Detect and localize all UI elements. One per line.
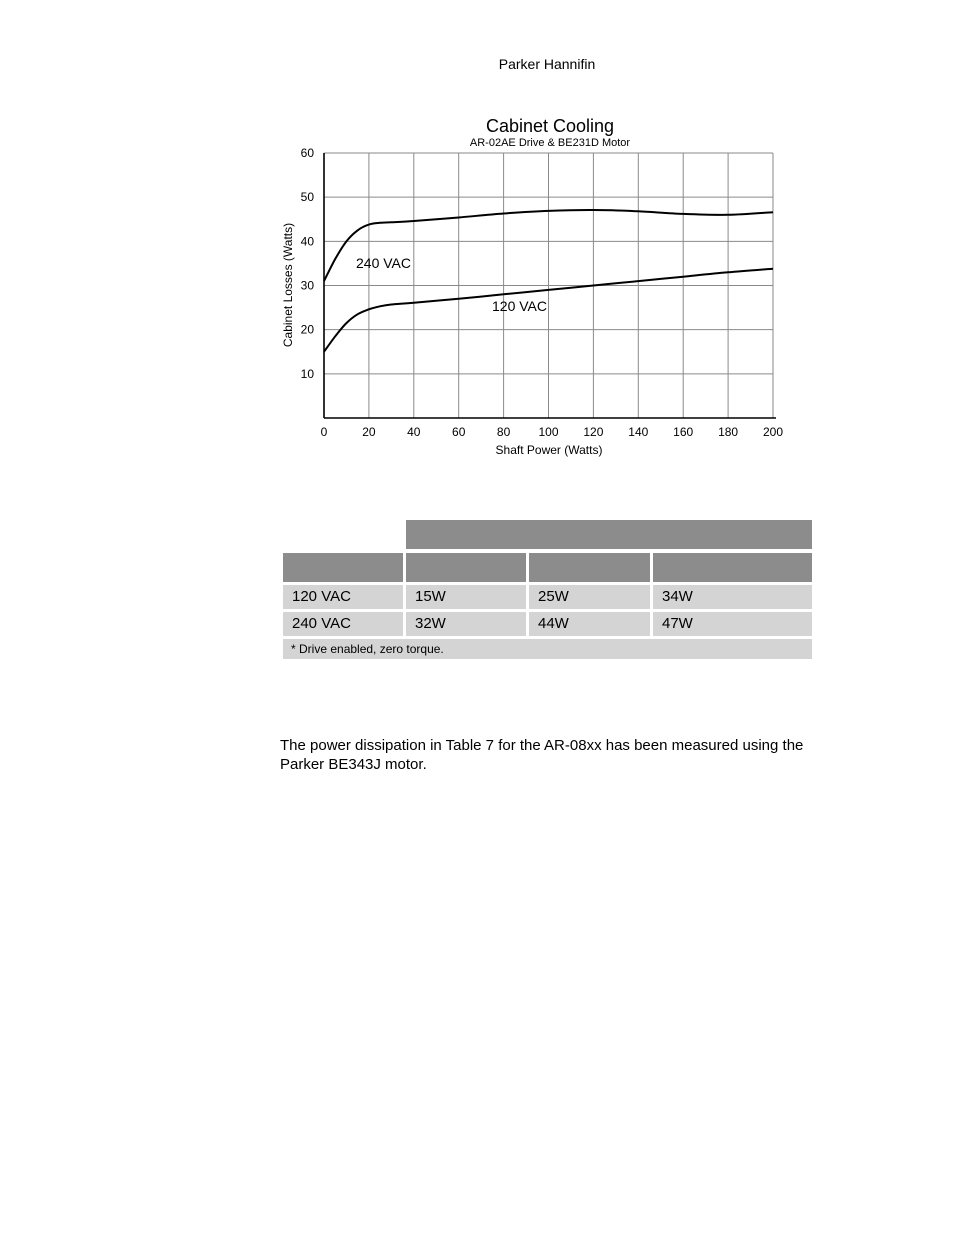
- header-cell: [283, 553, 406, 582]
- table-row: [283, 585, 812, 609]
- series-label-120vac: 120 VAC: [492, 298, 547, 314]
- page-header: Parker Hannifin: [498, 56, 596, 72]
- y-axis-label: Cabinet Losses (Watts): [281, 222, 295, 348]
- header-cell: [653, 553, 812, 582]
- row-label: 240 VAC: [283, 612, 406, 636]
- header-cell: [529, 553, 653, 582]
- x-axis-label: Shaft Power (Watts): [495, 443, 603, 457]
- cabinet-cooling-chart: [270, 108, 800, 468]
- table-cell: 47W: [653, 612, 812, 636]
- y-tick-label: 20: [300, 322, 314, 337]
- x-tick-label: 180: [718, 425, 739, 439]
- chart-title: Cabinet Cooling: [485, 116, 615, 136]
- x-tick-label: 100: [538, 425, 559, 439]
- x-tick-label: 160: [673, 425, 694, 439]
- y-tick-label: 50: [300, 190, 314, 205]
- chart-subtitle: AR-02AE Drive & BE231D Motor: [469, 137, 631, 149]
- header-cell: [406, 553, 529, 582]
- table-group-header: [406, 520, 812, 549]
- chart-grid: [324, 153, 773, 418]
- table-footnote: * Drive enabled, zero torque.: [283, 639, 812, 659]
- y-tick-label: 10: [300, 366, 314, 381]
- table-cell: 25W: [529, 585, 653, 609]
- table-row: [283, 612, 812, 636]
- row-label: 120 VAC: [283, 585, 406, 609]
- chart-tick-labels: [301, 146, 784, 439]
- body-paragraph: The power dissipation in Table 7 for the AR-08xx has been measured using the Parker BE343J motor.: [280, 737, 804, 773]
- table-header-row: [283, 553, 812, 582]
- y-tick-label: 60: [300, 146, 314, 160]
- power-dissipation-table: [283, 520, 812, 659]
- x-tick-label: 0: [320, 425, 328, 439]
- table-cell: 44W: [529, 612, 653, 636]
- series-label-240vac: 240 VAC: [356, 255, 411, 271]
- x-tick-label: 120: [583, 425, 604, 439]
- x-tick-label: 20: [362, 425, 376, 439]
- x-tick-label: 60: [452, 425, 466, 439]
- table-cell: 15W: [406, 585, 529, 609]
- x-tick-label: 40: [407, 425, 421, 439]
- x-tick-label: 80: [496, 425, 511, 439]
- x-tick-label: 200: [762, 425, 784, 439]
- x-tick-label: 140: [628, 425, 649, 439]
- table-cell: 34W: [653, 585, 812, 609]
- y-tick-label: 40: [300, 234, 314, 249]
- y-tick-label: 30: [300, 278, 314, 293]
- table-cell: 32W: [406, 612, 529, 636]
